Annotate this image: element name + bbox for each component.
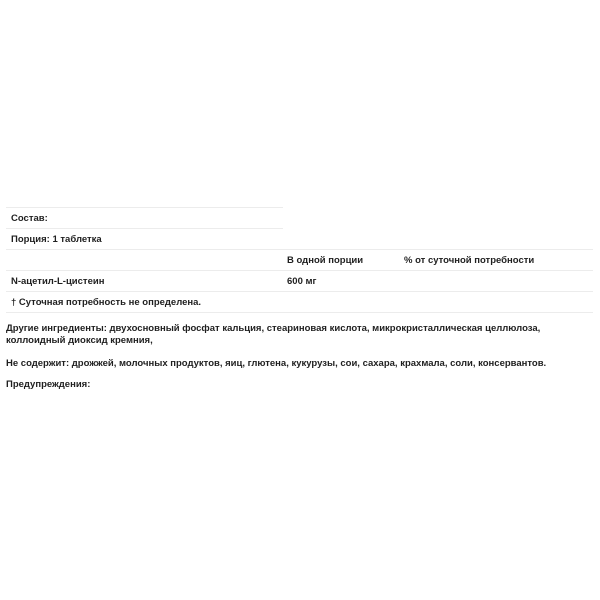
serving-label: Порция: 1 таблетка — [11, 234, 102, 245]
ingredient-row — [6, 270, 593, 291]
supplement-facts-table — [6, 207, 593, 313]
composition-label: Состав: — [11, 213, 48, 224]
warnings-label: Предупреждения: — [6, 379, 91, 390]
ingredient-amount: 600 мг — [287, 276, 317, 287]
other-ingredients: Другие ингредиенты: двухосновный фосфат кальция, стеариновая кислота, микрокристаллическая целлюлоза, коллоидный диоксид кремния, — [6, 323, 541, 346]
header-row — [6, 249, 593, 270]
free-from: Не содержит: дрожжей, молочных продуктов, яиц, глютена, кукурузы, сои, сахара, крахмала, соли, консервантов. — [6, 358, 547, 369]
per-serving-header: В одной порции — [287, 255, 364, 266]
serving-row — [6, 228, 283, 249]
footnote: † Суточная потребность не определена. — [11, 297, 202, 308]
ingredient-name: N-ацетил-L-цистеин — [11, 276, 105, 287]
footnote-row — [6, 291, 593, 313]
composition-row — [6, 207, 283, 228]
daily-value-header: % от суточной потребности — [404, 255, 535, 266]
